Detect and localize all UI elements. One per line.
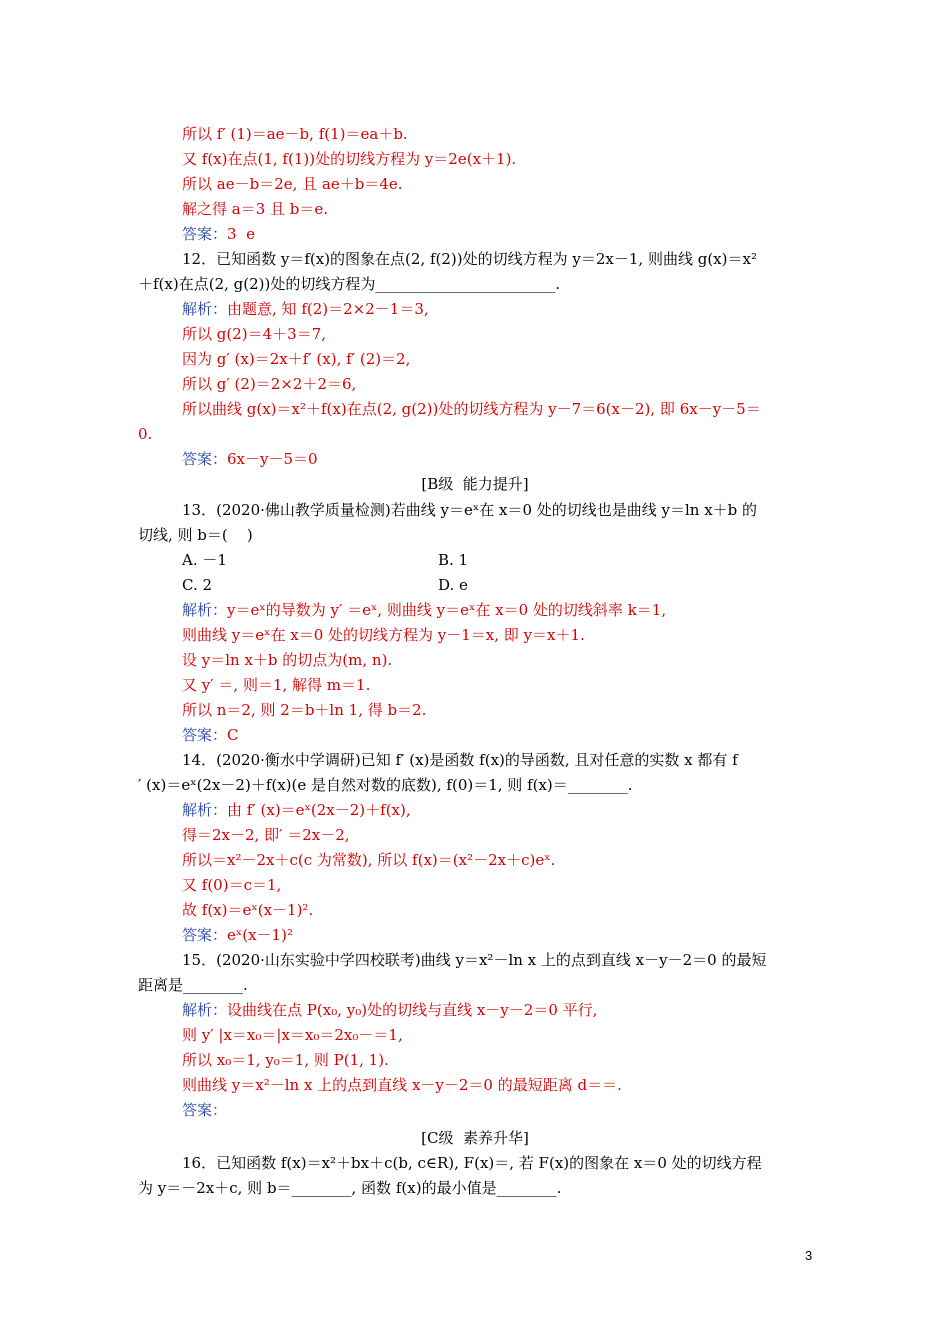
question-line: 为 y＝－2x＋c, 则 b＝________, 函数 f(x)的最小值是________. (138, 1179, 562, 1197)
analysis-label: 解析： (182, 1001, 228, 1019)
solution-line: 所以＝x²－2x＋c(c 为常数), 所以 f(x)＝(x²－2x＋c)eˣ. (182, 851, 556, 869)
answer-label: 答案： (182, 926, 228, 944)
page-number: 3 (805, 1248, 813, 1263)
solution-line: 设 y＝ln x＋b 的切点为(m, n). (182, 651, 393, 669)
option-b: B. 1 (438, 551, 469, 569)
option-c: C. 2 (182, 576, 213, 594)
question-line: 13．(2020·佛山教学质量检测)若曲线 y＝eˣ在 x＝0 处的切线也是曲线 y＝ln x＋b 的 (182, 501, 758, 519)
question-line: 距离是________. (138, 976, 248, 994)
answer-label: 答案： (182, 726, 228, 744)
solution-line: 故 f(x)＝eˣ(x－1)². (182, 901, 314, 919)
solution-line: 又 f(0)＝c＝1, (182, 876, 282, 894)
question-line: 15．(2020·山东实验中学四校联考)曲线 y＝x²－ln x 上的点到直线 x－y－2＝0 的最短 (182, 951, 767, 969)
question-line: 12．已知函数 y＝f(x)的图象在点(2, f(2))处的切线方程为 y＝2x－1, 则曲线 g(x)＝x² (182, 250, 757, 268)
section-heading: [C级 素养升华] (421, 1129, 529, 1147)
solution-line: 所以 g′ (2)＝2×2＋2＝6, (182, 375, 357, 393)
answer-label: 答案： (182, 450, 228, 468)
solution-line: 所以曲线 g(x)＝x²＋f(x)在点(2, g(2))处的切线方程为 y－7＝6(x－2), 即 6x－y－5＝ (182, 400, 761, 418)
answer-label: 答案： (182, 225, 228, 243)
solution-line: 所以 x₀＝1, y₀＝1, 则 P(1, 1). (182, 1051, 389, 1069)
solution-line: 则曲线 y＝eˣ在 x＝0 处的切线方程为 y－1＝x, 即 y＝x＋1. (182, 626, 585, 644)
answer-line: 答案：3 e (182, 225, 255, 243)
answer-line: 答案：C (182, 726, 239, 744)
solution-line: 则曲线 y＝x²－ln x 上的点到直线 x－y－2＝0 的最短距离 d＝＝. (182, 1076, 622, 1094)
solution-line: 得＝2x－2, 即′ ＝2x－2, (182, 826, 350, 844)
solution-line: 又 y′ ＝, 则＝1, 解得 m＝1. (182, 676, 371, 694)
analysis-line: 解析：y＝eˣ的导数为 y′ ＝eˣ, 则曲线 y＝eˣ在 x＝0 处的切线斜率 k＝1, (182, 601, 667, 619)
analysis-line: 解析：由题意, 知 f(2)＝2×2－1＝3, (182, 300, 429, 318)
question-line: ′ (x)＝eˣ(2x－2)＋f(x)(e 是自然对数的底数), f(0)＝1, 则 f(x)＝________. (138, 776, 633, 794)
question-line: ＋f(x)在点(2, g(2))处的切线方程为________________________. (138, 275, 561, 293)
question-line: 切线, 则 b＝( ) (138, 526, 253, 544)
analysis-label: 解析： (182, 601, 228, 619)
option-a: A. －1 (182, 551, 227, 569)
question-line: 14．(2020·衡水中学调研)已知 f′ (x)是函数 f(x)的导函数, 且对任意的实数 x 都有 f (182, 751, 738, 769)
solution-line: 所以 n＝2, 则 2＝b＋ln 1, 得 b＝2. (182, 701, 427, 719)
answer-line: 答案：6x－y－5＝0 (182, 450, 318, 468)
question-line: 16．已知函数 f(x)＝x²＋bx＋c(b, c∈R), F(x)＝, 若 F(x)的图象在 x＝0 处的切线方程 (182, 1154, 762, 1172)
solution-line: 所以 g(2)＝4＋3＝7, (182, 325, 327, 343)
answer-line (182, 1100, 227, 1120)
solution-line: 解之得 a＝3 且 b＝e. (182, 200, 329, 218)
answer-line: 答案：eˣ(x－1)² (182, 926, 293, 944)
option-d: D. e (438, 576, 468, 594)
solution-line: 0. (138, 425, 153, 443)
section-heading: [B级 能力提升] (421, 475, 529, 493)
answer-label: 答案： (182, 1101, 228, 1119)
solution-line: 所以 f′ (1)＝ae－b, f(1)＝ea＋b. (182, 125, 408, 143)
analysis-line: 解析：设曲线在点 P(x₀, y₀)处的切线与直线 x－y－2＝0 平行, (182, 1001, 598, 1019)
solution-line: 又 f(x)在点(1, f(1))处的切线方程为 y＝2e(x＋1). (182, 150, 517, 168)
analysis-label: 解析： (182, 801, 228, 819)
solution-line: 因为 g′ (x)＝2x＋f′ (x), f′ (2)＝2, (182, 350, 411, 368)
solution-line: 所以 ae－b＝2e, 且 ae＋b＝4e. (182, 175, 403, 193)
solution-line: 则 y′ |x＝x₀＝|x＝x₀＝2x₀－＝1, (182, 1026, 403, 1044)
analysis-label: 解析： (182, 300, 228, 318)
analysis-line: 解析：由 f′ (x)＝eˣ(2x－2)＋f(x), (182, 801, 411, 819)
